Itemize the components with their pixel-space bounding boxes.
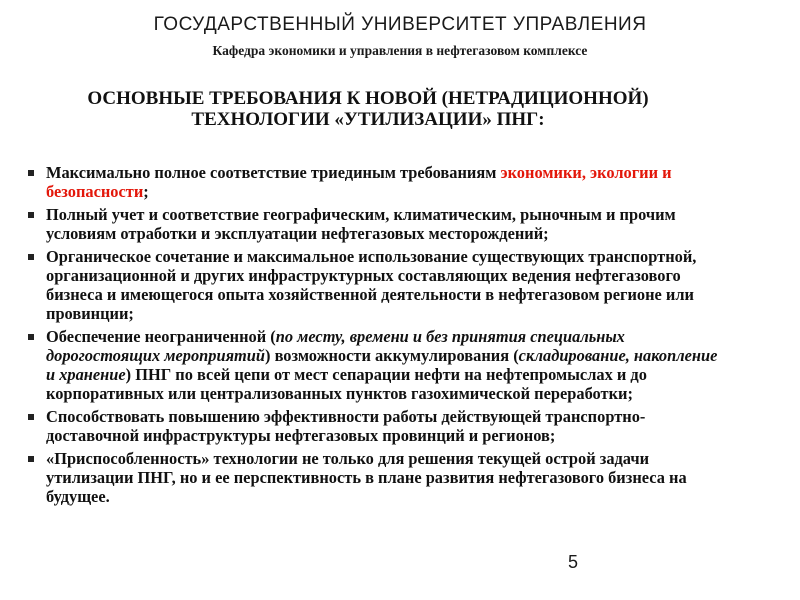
item-text: ) возможности аккумулирования ( [265, 346, 519, 365]
department-name: Кафедра экономики и управления в нефтегазовом комплексе [212, 43, 588, 58]
bullet-icon [28, 414, 34, 420]
item-text: Максимально полное соответствие триединым требованиям [46, 163, 501, 182]
slide-title-line-2: ТЕХНОЛОГИИ «УТИЛИЗАЦИИ» ПНГ: [191, 109, 545, 130]
slide-title-line-1: ОСНОВНЫЕ ТРЕБОВАНИЯ К НОВОЙ (НЕТРАДИЦИОННОЙ) [87, 88, 649, 109]
page-number: 5 [568, 552, 579, 572]
item-italic-text: складирование, накопление и хранение [46, 346, 718, 384]
item-text: ; [143, 182, 149, 201]
bullet-icon [28, 254, 34, 260]
bullet-icon [28, 212, 34, 218]
item-text: Полный учет и соответствие географическим, климатическим, рыночным и прочим условиям отработки и эксплуатации нефтегазовых месторождений; [46, 205, 676, 243]
item-italic-text: по месту, времени и без принятия специальных дорогостоящих мероприятий [46, 327, 625, 365]
bullet-icon [28, 170, 34, 176]
list-item [28, 327, 728, 403]
university-name: ГОСУДАРСТВЕННЫЙ УНИВЕРСИТЕТ УПРАВЛЕНИЯ [153, 14, 647, 35]
list-item [28, 205, 728, 243]
requirements-list [28, 163, 728, 510]
bullet-icon [28, 456, 34, 462]
item-text: ) ПНГ по всей цепи от мест сепарации нефти на нефтепромыслах и до корпоративных или централизованных пунктов газохимической переработки; [46, 365, 647, 403]
item-text: Органическое сочетание и максимальное использование существующих транспортной, организационной и других инфраструктурных составляющих ведения нефтегазового бизнеса и имеющегося опыта хозяйственной деятельности в нефтегазовом регионе или провинции; [46, 247, 697, 323]
item-text: «Приспособленность» технологии не только для решения текущей острой задачи утилизации ПНГ, но и ее перспективность в плане развития нефтегазового бизнеса на будущее. [46, 449, 687, 506]
list-item [28, 247, 728, 323]
item-text: Обеспечение неограниченной ( [46, 327, 276, 346]
list-item [28, 163, 728, 201]
bullet-icon [28, 334, 34, 340]
item-highlight-text: экономики, экологии и безопасности [46, 163, 672, 201]
list-item [28, 407, 728, 445]
list-item [28, 449, 728, 506]
slide-title [0, 88, 736, 130]
item-text: Способствовать повышению эффективности работы действующей транспортно-доставочной инфраструктуры нефтегазовых провинций и регионов; [46, 407, 646, 445]
